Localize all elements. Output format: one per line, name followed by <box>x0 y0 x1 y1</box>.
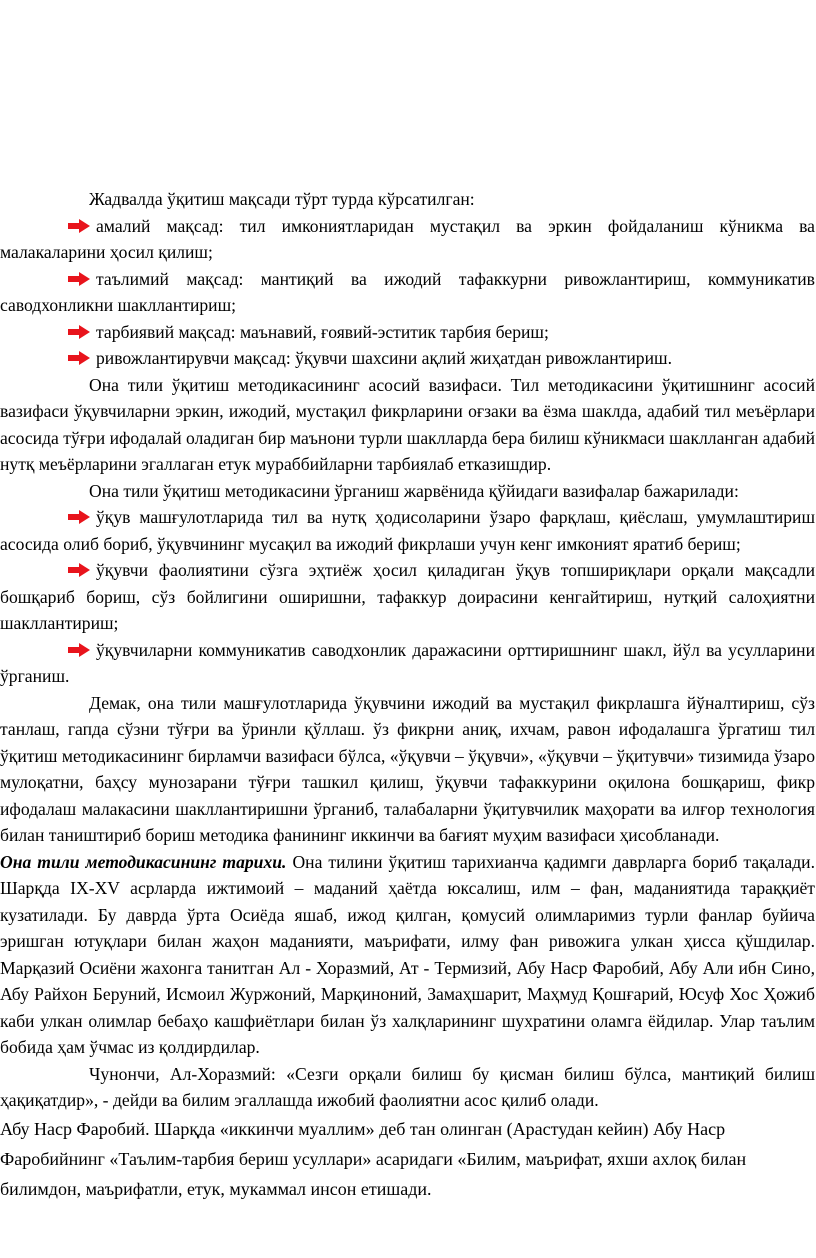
red-arrow-right-icon <box>68 563 90 577</box>
goal-text: ривожлантирувчи мақсад: ўқувчи шахсини ақлий жиҳатдан ривожлантириш. <box>96 348 672 368</box>
khorezmi-paragraph: Чунончи, Ал-Хоразмий: «Сезги орқали билиш бу қисман билиш бўлса, мантиқий билиш ҳақиқатдир», - дейди ва билим эгаллашда ижобий фаолиятни асос қилиб олади. <box>0 1063 815 1110</box>
red-arrow-right-icon <box>68 272 90 286</box>
red-arrow-right-icon <box>68 510 90 524</box>
task-item-3 <box>0 637 815 690</box>
red-arrow-right-icon <box>68 325 90 339</box>
task-item-2 <box>0 557 815 637</box>
task-item-1 <box>0 504 815 557</box>
task-text: ўқувчиларни коммуникатив саводхонлик даражасини орттиришнинг шакл, йўл ва усулларини ўрганиш. <box>0 639 815 686</box>
tasks-intro-paragraph: Она тили ўқитиш методикасини ўрганиш жарвёнида қўйидаги вазифалар бажарилади: <box>89 480 739 501</box>
document-page <box>0 186 816 1204</box>
red-arrow-right-icon <box>68 219 90 233</box>
goal-item-4 <box>0 345 815 372</box>
goal-item-1 <box>0 213 815 266</box>
task-text: ўқувчи фаолиятини сўзга эҳтиёж ҳосил қиладиган ўқув топшириқлари орқали мақсадли бошқариб бориш, сўз бойлигини оширишни, тафаккур доирасини кенгайтириш, нутқий салоҳиятни шакллантириш; <box>0 560 815 633</box>
intro-paragraph: Жадвалда ўқитиш мақсади тўрт турда кўрсатилган: <box>89 189 475 209</box>
history-text: Она тилини ўқитиш тарихианча қадимги даврларга бориб тақалади. Шарқда IX-XV асрларда ижтимоий – маданий ҳаётда юксалиш, илм – фан, маданиятида тараққиёт кузатилади. Бу даврда ўрта Осиёда яшаб, ижод қилган, қомусий олимларимиз турли фанлар буйича эришган ютуқлари билан жаҳон маданияти, маърифати, илму фан ривожига улкан ҳисса қўшдилар. Марқазий Осиёни жахонга танитган Ал - Хоразмий, Ат - Термизий, Абу Наср Фаробий, Абу Али ибн Сино, Абу Райхон Беруний, Исмоил Журжоний, Марқиноний, Замаҳшарит, Маҳмуд Қошғарий, Юсуф Хос Ҳожиб каби улкан олимлар бебаҳо кашфиётлари билан ўз халқларининг шухратини оламга ёйдилар. Улар таълим бобида ҳам ўчмас из қолдирдилар. <box>0 851 815 1057</box>
task-text: ўқув машғулотларида тил ва нутқ ҳодисоларини ўзаро фарқлаш, қиёслаш, умумлаштириш асосида олиб бориб, ўқувчининг мусақил ва ижодий фикрлаши учун кенг имконият яратиб бериш; <box>0 507 815 554</box>
red-arrow-right-icon <box>68 643 90 657</box>
goal-text: таълимий мақсад: мантиқий ва ижодий тафаккурни ривожлантириш, коммуникатив саводхонликни шакллантириш; <box>0 268 815 315</box>
history-heading: Она тили методикасининг тарихи. <box>0 851 287 872</box>
goal-text: амалий мақсад: тил имкониятларидан мустақил ва эркин фойдаланиш кўникма ва малакаларини ҳосил қилиш; <box>0 215 815 262</box>
main-task-paragraph: Она тили ўқитиш методикасининг асосий вазифаси. Тил методикасини ўқитишнинг асосий вазифаси ўқувчиларни эркин, ижодий, мустақил фикрларини оғзаки ва ёзма шаклда, адабий тил меъёрлари асосида тўғри ифодалай оладиган бир маънони турли шаклларда бера билиш кўникмаси шаклланган адабий нутқ меъёрларини эгаллаган етук мураббийларни тарбиялаб етказишдир. <box>0 374 815 474</box>
goal-text: тарбиявий мақсад: маънавий, ғоявий-эститик тарбия бериш; <box>96 321 549 342</box>
farobi-paragraph: Абу Наср Фаробий. Шарқда «иккинчи муаллим» деб тан олинган (Арастудан кейин) Абу Наср Фаробийнинг «Таълим-тарбия бериш усуллари» асаридаги «Билим, маърифат, яхши ахлоқ билан билимдон, маърифатли, етук, мукаммал инсон етишади. <box>0 1118 747 1199</box>
history-paragraph <box>0 849 815 1061</box>
conclusion-paragraph: Демак, она тили машғулотларида ўқувчини ижодий ва мустақил фикрлашга йўналтириш, сўз танлаш, гапда сўзни тўғри ва ўринли қўллаш. ўз фикрни аниқ, ихчам, равон ифодалашга ўргатиш тил ўқитиш методикасининг бирламчи вазифаси бўлса, «ўқувчи – ўқувчи», «ўқувчи – ўқитувчи» тизимида ўзаро мулоқатни, баҳсу мунозарани тўғри ташкил қилиш, ўқувчи тафаккурини оқилона бошқариш, фикр ифодалаш малакасини шакллантиришни ўрганиб, талабаларни ўқитувчилик маҳорати ва илғор технология билан таништириб бориш методика фанининг иккинчи ва бағият муҳим вазифаси ҳисобланади. <box>0 692 815 845</box>
goal-item-2 <box>0 266 815 319</box>
goal-item-3 <box>0 319 815 346</box>
red-arrow-right-icon <box>68 351 90 365</box>
